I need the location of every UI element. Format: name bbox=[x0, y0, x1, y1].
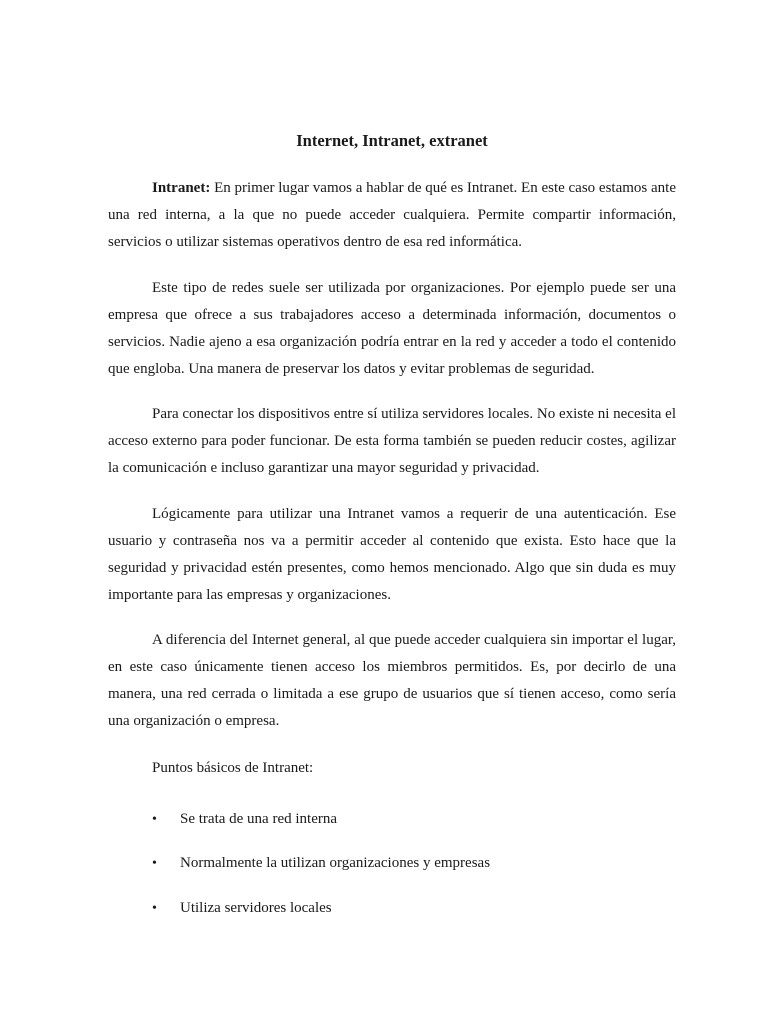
bullet-icon: • bbox=[152, 812, 157, 827]
list-item-text: Utiliza servidores locales bbox=[180, 900, 332, 916]
bullet-icon: • bbox=[152, 856, 157, 871]
document-title: Internet, Intranet, extranet bbox=[296, 131, 488, 150]
bullet-icon: • bbox=[152, 901, 157, 916]
paragraph-authentication: Lógicamente para utilizar una Intranet vamos a requerir de una autenticación. Ese usuario y contraseña nos va a permitir acceder al contenido que exista. Esto hace que la seguridad y privacidad estén presentes, como hemos mencionado. Algo que sin duda es muy importante para las empresas y organizaciones. bbox=[108, 506, 676, 603]
list-heading: Puntos básicos de Intranet: bbox=[152, 760, 314, 776]
list-item bbox=[152, 895, 332, 922]
list-item bbox=[152, 850, 490, 877]
paragraph-intranet-definition bbox=[108, 175, 676, 256]
paragraph-local-servers: Para conectar los dispositivos entre sí utiliza servidores locales. No existe ni necesita el acceso externo para poder funcionar. De esta forma también se pueden reducir costes, agilizar la comunicación e incluso garantizar una mayor seguridad y privacidad. bbox=[108, 406, 677, 476]
paragraph-lead-term: Intranet: bbox=[152, 180, 211, 196]
list-item-text: Se trata de una red interna bbox=[180, 811, 338, 827]
list-item-text: Normalmente la utilizan organizaciones y empresas bbox=[180, 855, 491, 871]
paragraph-text: En primer lugar vamos a hablar de qué es Intranet. En este caso estamos ante una red interna, a la que no puede acceder cualquiera. Permite compartir información, servicios o utilizar sistemas operativos dentro de esa red informática. bbox=[108, 180, 676, 250]
paragraph-usage: Este tipo de redes suele ser utilizada por organizaciones. Por ejemplo puede ser una empresa que ofrece a sus trabajadores acceso a determinada información, documentos o servicios. Nadie ajeno a esa organización podría entrar en la red y acceder a todo el contenido que engloba. Una manera de preservar los datos y evitar problemas de seguridad. bbox=[108, 280, 676, 377]
paragraph-difference: A diferencia del Internet general, al que puede acceder cualquiera sin importar el lugar, en este caso únicamente tienen acceso los miembros permitidos. Es, por decirlo de una manera, una red cerrada o limitada a ese grupo de usuarios que sí tienen acceso, como sería una organización o empresa. bbox=[108, 632, 676, 729]
list-item bbox=[152, 806, 337, 833]
